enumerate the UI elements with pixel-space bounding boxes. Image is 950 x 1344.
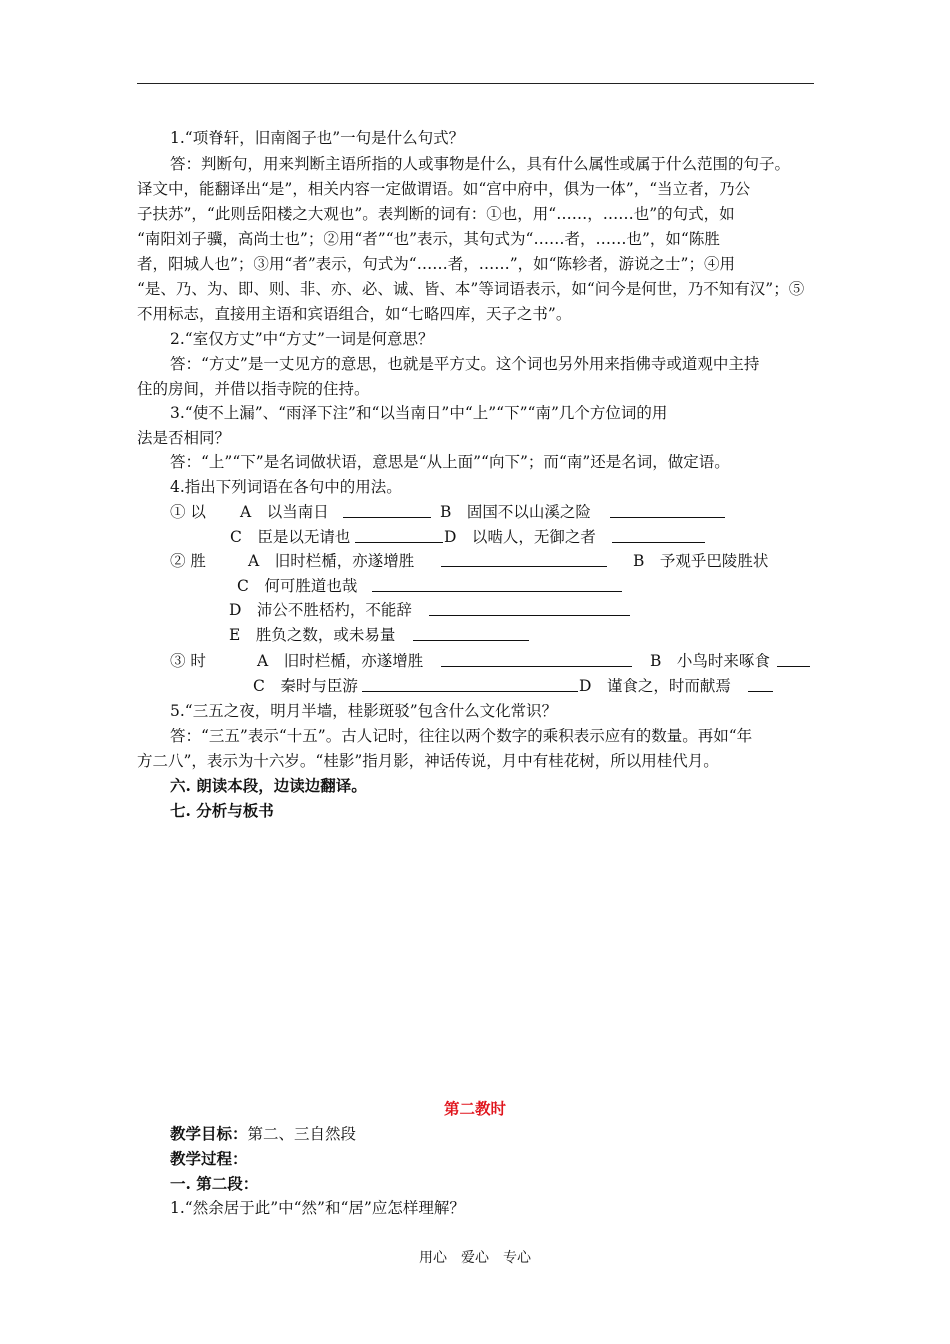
exercise-word-sheng: ② 胜	[170, 552, 206, 570]
exercise-item: C 秦时与臣游	[253, 677, 358, 695]
answer-blank[interactable]	[612, 527, 705, 543]
teaching-goal-label: 教学目标：	[170, 1124, 248, 1143]
answer-blank[interactable]	[610, 502, 725, 518]
answer-5-line: 方二八”，表示为十六岁。“桂影”指月影，神话传说，月中有桂花树，所以用桂代月。	[137, 752, 719, 770]
answer-blank[interactable]	[362, 676, 578, 692]
section-7-heading: 七. 分析与板书	[170, 801, 274, 820]
exercise-item: E 胜负之数，或未易量	[229, 626, 396, 644]
exercise-item: C 臣是以无请也	[230, 528, 351, 546]
question-5: 5.“三五之夜，明月半墙，桂影斑驳”包含什么文化常识？	[170, 702, 558, 720]
page-footer: 用心 爱心 专心	[419, 1250, 531, 1266]
exercise-item: B 予观乎巴陵胜状	[633, 552, 769, 570]
section-6-heading: 六. 朗读本段，边读边翻译。	[170, 776, 367, 795]
answer-2-line: 答：“方丈”是一丈见方的意思，也就是平方丈。这个词也另外用来指佛寺或道观中主持	[170, 355, 760, 373]
question-3-line: 法是否相同？	[137, 429, 231, 447]
exercise-item: D 谨食之，时而献焉	[579, 677, 731, 695]
answer-blank[interactable]	[748, 676, 773, 692]
part-1-heading: 一. 第二段：	[170, 1174, 259, 1193]
answer-blank[interactable]	[413, 625, 529, 641]
answer-1-line: 译文中，能翻译出“是”，相关内容一定做谓语。如“宫中府中，俱为一体”，“当立者，乃公	[137, 180, 751, 198]
answer-2-line: 住的房间，并借以指寺院的住持。	[137, 380, 370, 398]
answer-blank[interactable]	[355, 527, 443, 543]
teaching-goal	[170, 1124, 860, 1144]
answer-blank[interactable]	[429, 600, 630, 616]
answer-1-line: 子扶苏”，“此则岳阳楼之大观也”。表判断的词有：①也，用“……，……也”的句式，如	[137, 205, 735, 223]
answer-3: 答：“上”“下”是名词做状语，意思是“从上面”“向下”；而“南”还是名词，做定语。	[170, 453, 730, 471]
exercise-item: D 以啮人，无御之者	[444, 528, 596, 546]
answer-blank[interactable]	[441, 551, 607, 567]
header-rule	[137, 83, 814, 84]
exercise-item: B 固国不以山溪之险	[440, 503, 591, 521]
question-1: 1.“项脊轩，旧南阁子也”一句是什么句式？	[170, 129, 465, 147]
answer-1-line: 不用标志，直接用主语和宾语组合，如“七略四库，天子之书”。	[137, 305, 572, 323]
lesson-2-title: 第二教时	[443, 1099, 506, 1118]
exercise-item: A 旧时栏楯，亦遂增胜	[257, 652, 424, 670]
exercise-word-shi: ③ 时	[170, 652, 206, 670]
answer-blank[interactable]	[343, 502, 431, 518]
exercise-word-yi: ① 以	[170, 503, 206, 521]
exercise-item: D 沛公不胜桮杓，不能辞	[229, 601, 412, 619]
answer-blank[interactable]	[441, 651, 632, 667]
exercise-item: A 以当南日	[240, 503, 329, 521]
answer-1-line: “南阳刘子骥，高尚士也”；②用“者”“也”表示，其句式为“……者，……也”，如“陈胜	[137, 230, 720, 248]
exercise-item: A 旧时栏楯，亦遂增胜	[248, 552, 415, 570]
answer-1-line: 答：判断句，用来判断主语所指的人或事物是什么，具有什么属性或属于什么范围的句子。	[170, 155, 791, 173]
exercise-item: B 小鸟时来啄食	[650, 652, 770, 670]
teaching-process-label: 教学过程：	[170, 1149, 248, 1168]
answer-blank[interactable]	[777, 651, 810, 667]
question-2: 2.“室仅方丈”中“方丈”一词是何意思？	[170, 330, 434, 348]
question-4: 4.指出下列词语在各句中的用法。	[170, 478, 402, 496]
question-3-line: 3.“使不上漏”、“雨泽下注”和“以当南日”中“上”“下”“南”几个方位词的用	[170, 404, 668, 422]
lesson-2-question-1: 1.“然余居于此”中“然”和“居”应怎样理解？	[170, 1199, 465, 1217]
exercise-item: C 何可胜道也哉	[237, 577, 358, 595]
answer-1-line: 者，阳城人也”；③用“者”表示，句式为“……者，……”，如“陈轸者，游说之士”；④用	[137, 255, 735, 273]
answer-blank[interactable]	[372, 576, 622, 592]
answer-1-line: “是、乃、为、即、则、非、亦、必、诚、皆、本”等词语表示，如“问今是何世，乃不知有汉”；⑤	[137, 280, 805, 298]
answer-5-line: 答：“三五”表示“十五”。古人记时，往往以两个数字的乘积表示应有的数量。再如“年	[170, 727, 753, 745]
teaching-goal-text: 第二、三自然段	[247, 1125, 357, 1143]
